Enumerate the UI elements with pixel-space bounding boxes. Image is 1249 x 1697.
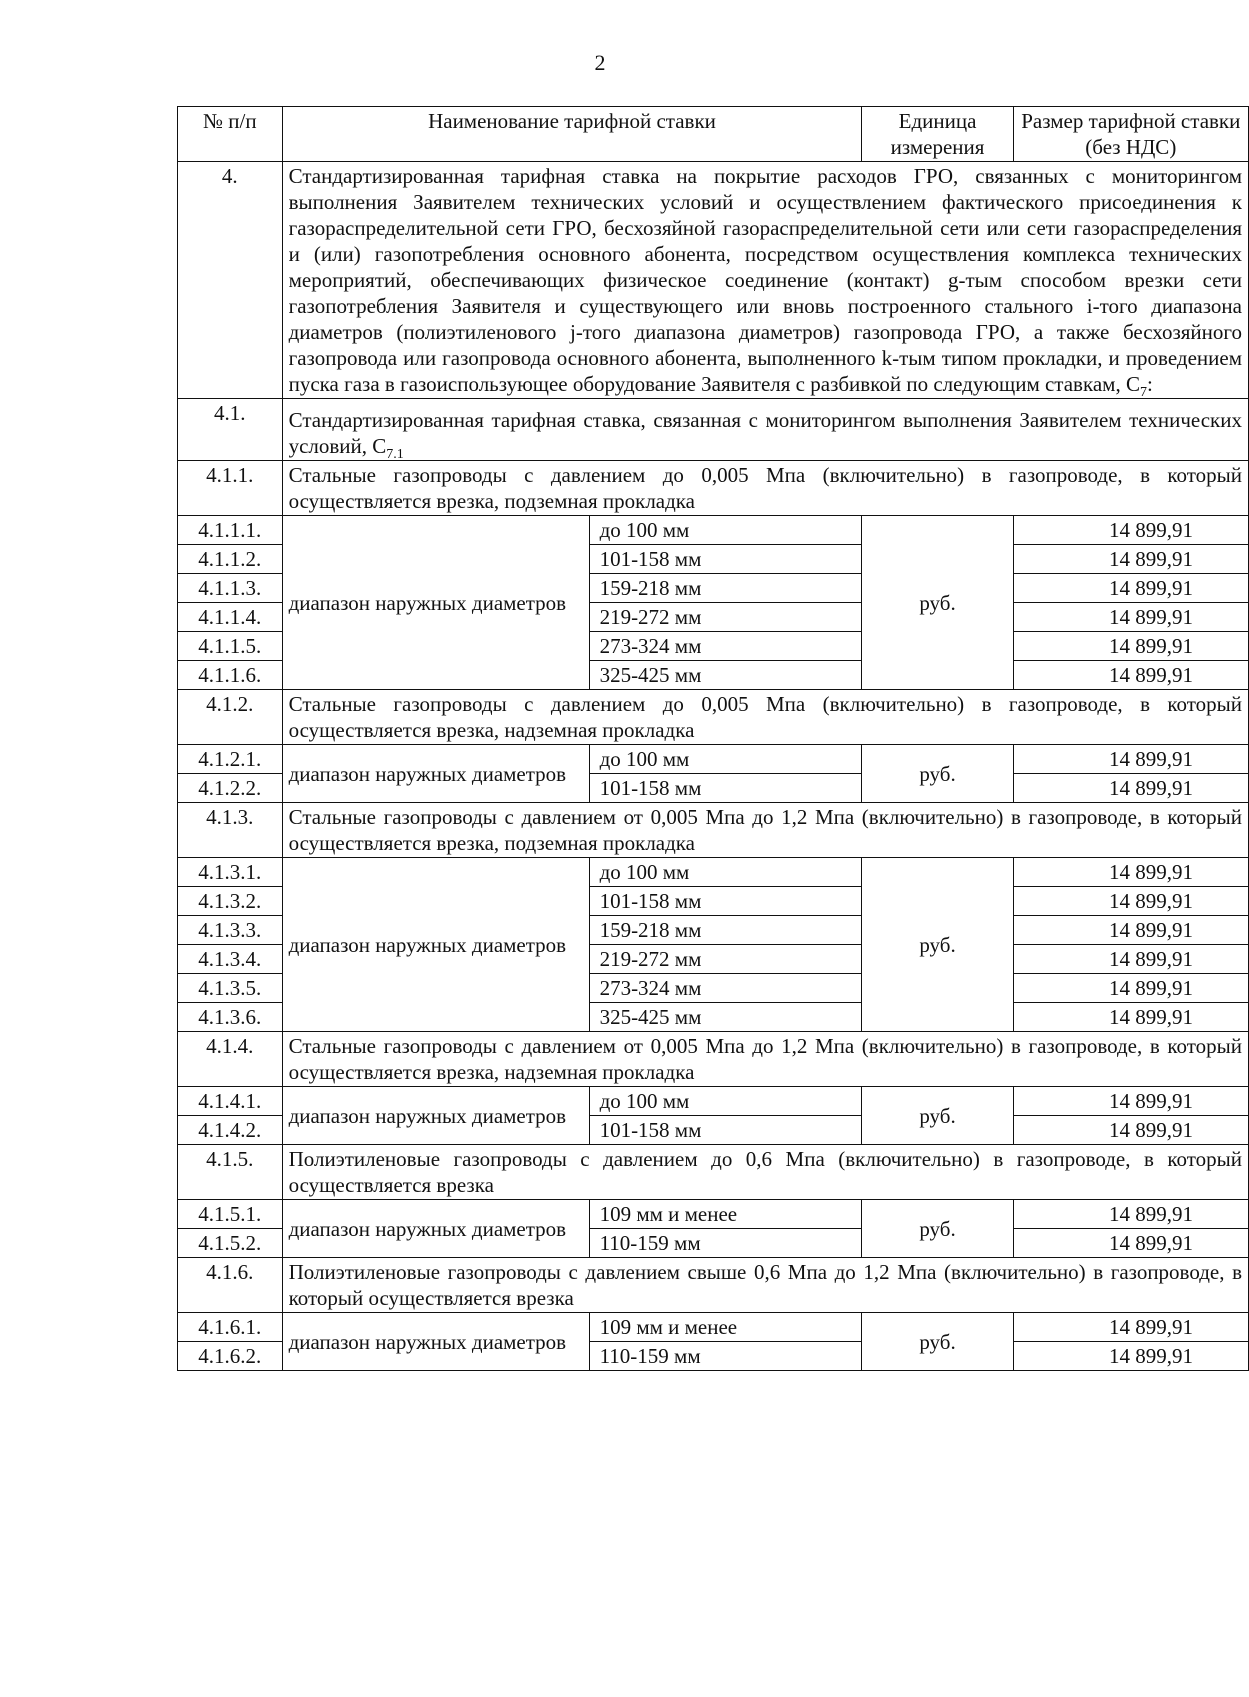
tariff-value: 14 899,91 (1013, 545, 1248, 574)
diameter-label: диапазон наружных диаметров (282, 745, 589, 803)
group-title: Стальные газопроводы с давлением до 0,005 Мпа (включительно) в газопроводе, в который осуществляется врезка, надземная прокладка (282, 690, 1248, 745)
diameter-range: 159-218 мм (589, 916, 862, 945)
table-row (178, 1313, 1249, 1342)
row-number: 4.1.3.4. (178, 945, 283, 974)
unit-cell: руб. (862, 1200, 1013, 1258)
diameter-range: 109 мм и менее (589, 1313, 862, 1342)
tariff-value: 14 899,91 (1013, 516, 1248, 545)
table-row (178, 1087, 1249, 1116)
row-number: 4.1. (178, 399, 283, 461)
row-number: 4.1.6. (178, 1258, 283, 1313)
row-number: 4.1.4. (178, 1032, 283, 1087)
tariff-value: 14 899,91 (1013, 745, 1248, 774)
diameter-label: диапазон наружных диаметров (282, 1313, 589, 1371)
row-number: 4.1.1.4. (178, 603, 283, 632)
row-number: 4.1.4.2. (178, 1116, 283, 1145)
row-number: 4.1.3.6. (178, 1003, 283, 1032)
group-title-row (178, 803, 1249, 858)
tariff-value: 14 899,91 (1013, 661, 1248, 690)
unit-cell: руб. (862, 1313, 1013, 1371)
tariff-value: 14 899,91 (1013, 974, 1248, 1003)
tariff-value: 14 899,91 (1013, 1342, 1248, 1371)
diameter-label: диапазон наружных диаметров (282, 1087, 589, 1145)
diameter-label: диапазон наружных диаметров (282, 1200, 589, 1258)
diameter-range: 109 мм и менее (589, 1200, 862, 1229)
row-number: 4.1.1.5. (178, 632, 283, 661)
row-number: 4.1.5.1. (178, 1200, 283, 1229)
tariff-value: 14 899,91 (1013, 574, 1248, 603)
diameter-range: 101-158 мм (589, 1116, 862, 1145)
row-number: 4.1.2. (178, 690, 283, 745)
page-number: 2 (594, 50, 606, 75)
row-number: 4.1.5. (178, 1145, 283, 1200)
tariff-value: 14 899,91 (1013, 858, 1248, 887)
group-title: Стальные газопроводы с давлением до 0,005 Мпа (включительно) в газопроводе, в который осуществляется врезка, подземная прокладка (282, 461, 1248, 516)
diameter-range: 219-272 мм (589, 603, 862, 632)
unit-cell: руб. (862, 858, 1013, 1032)
row-number: 4.1.3.3. (178, 916, 283, 945)
section-4-row (178, 162, 1249, 399)
diameter-label: диапазон наружных диаметров (282, 516, 589, 690)
group-title-row (178, 1032, 1249, 1087)
header-unit: Единица измерения (862, 107, 1013, 162)
diameter-range: до 100 мм (589, 858, 862, 887)
diameter-range: 325-425 мм (589, 1003, 862, 1032)
section-text: Стандартизированная тарифная ставка на покрытие расходов ГРО, связанных с мониторингом выполнения Заявителем технических условий и осуществлением фактического присоединения к газораспределительной сети ГРО, бесхозяйной газораспределительной сети или сети газораспределения и (или) газопотребления основного абонента, посредством осуществления комплекса технических мероприятий, обеспечивающих физическое соединение (контакт) g-тым способом врезки сети газопотребления Заявителя и существующего или вновь построенного стального i-того диапазона диаметров (полиэтиленового j-того диапазона диаметров) газопровода ГРО, а также бесхозяйного газопровода или газопровода основного абонента, выполненного k-тым типом прокладки, и проведением пуска газа в газоиспользующее оборудование Заявителя с разбивкой по следующим ставкам, С (288, 164, 1242, 396)
group-title-row (178, 461, 1249, 516)
group-title: Стальные газопроводы с давлением от 0,005 Мпа до 1,2 Мпа (включительно) в газопроводе, в который осуществляется врезка, надземная прокладка (282, 1032, 1248, 1087)
unit-cell: руб. (862, 516, 1013, 690)
section-suffix: : (1146, 372, 1153, 396)
diameter-range: 110-159 мм (589, 1342, 862, 1371)
section-4-1-row (178, 399, 1249, 461)
header-num: № п/п (178, 107, 283, 162)
row-number: 4.1.3. (178, 803, 283, 858)
row-number: 4.1.1.1. (178, 516, 283, 545)
group-title-row (178, 1145, 1249, 1200)
table-row (178, 1200, 1249, 1229)
header-size: Размер тарифной ставки (без НДС) (1013, 107, 1248, 162)
row-number: 4.1.3.5. (178, 974, 283, 1003)
table-row (178, 745, 1249, 774)
tariff-value: 14 899,91 (1013, 1087, 1248, 1116)
row-number: 4.1.1.2. (178, 545, 283, 574)
subscript: 7.1 (386, 447, 404, 463)
diameter-range: 219-272 мм (589, 945, 862, 974)
row-number: 4.1.3.1. (178, 858, 283, 887)
table-row (178, 858, 1249, 887)
row-number: 4.1.1.6. (178, 661, 283, 690)
tariff-value: 14 899,91 (1013, 1229, 1248, 1258)
diameter-range: 325-425 мм (589, 661, 862, 690)
tariff-value: 14 899,91 (1013, 774, 1248, 803)
diameter-label: диапазон наружных диаметров (282, 858, 589, 1032)
table-header-row (178, 107, 1249, 162)
diameter-range: 273-324 мм (589, 974, 862, 1003)
diameter-range: 110-159 мм (589, 1229, 862, 1258)
tariff-value: 14 899,91 (1013, 1200, 1248, 1229)
diameter-range: до 100 мм (589, 1087, 862, 1116)
tariff-value: 14 899,91 (1013, 603, 1248, 632)
row-number: 4. (178, 162, 283, 399)
group-title: Полиэтиленовые газопроводы с давлением свыше 0,6 Мпа до 1,2 Мпа (включительно) в газопроводе, в который осуществляется врезка (282, 1258, 1248, 1313)
group-title-row (178, 1258, 1249, 1313)
unit-cell: руб. (862, 745, 1013, 803)
tariff-value: 14 899,91 (1013, 945, 1248, 974)
diameter-range: до 100 мм (589, 516, 862, 545)
tariff-value: 14 899,91 (1013, 1116, 1248, 1145)
tariff-value: 14 899,91 (1013, 916, 1248, 945)
section-description (282, 399, 1248, 461)
row-number: 4.1.1.3. (178, 574, 283, 603)
section-description (282, 162, 1248, 399)
group-title: Стальные газопроводы с давлением от 0,005 Мпа до 1,2 Мпа (включительно) в газопроводе, в который осуществляется врезка, подземная прокладка (282, 803, 1248, 858)
tariff-value: 14 899,91 (1013, 887, 1248, 916)
row-number: 4.1.1. (178, 461, 283, 516)
row-number: 4.1.5.2. (178, 1229, 283, 1258)
subscript: 7 (1139, 385, 1147, 401)
row-number: 4.1.2.1. (178, 745, 283, 774)
diameter-range: 101-158 мм (589, 774, 862, 803)
row-number: 4.1.6.1. (178, 1313, 283, 1342)
diameter-range: 159-218 мм (589, 574, 862, 603)
unit-cell: руб. (862, 1087, 1013, 1145)
tariff-table (177, 106, 1249, 1371)
row-number: 4.1.6.2. (178, 1342, 283, 1371)
group-title-row (178, 690, 1249, 745)
tariff-value: 14 899,91 (1013, 1003, 1248, 1032)
diameter-range: до 100 мм (589, 745, 862, 774)
header-name: Наименование тарифной ставки (282, 107, 862, 162)
table-row (178, 516, 1249, 545)
diameter-range: 101-158 мм (589, 887, 862, 916)
row-number: 4.1.3.2. (178, 887, 283, 916)
group-title: Полиэтиленовые газопроводы с давлением до 0,6 Мпа (включительно) в газопроводе, в который осуществляется врезка (282, 1145, 1248, 1200)
tariff-value: 14 899,91 (1013, 1313, 1248, 1342)
diameter-range: 273-324 мм (589, 632, 862, 661)
row-number: 4.1.2.2. (178, 774, 283, 803)
section-text: Стандартизированная тарифная ставка, связанная с мониторингом выполнения Заявителем технических условий, С (288, 408, 1242, 458)
diameter-range: 101-158 мм (589, 545, 862, 574)
tariff-value: 14 899,91 (1013, 632, 1248, 661)
row-number: 4.1.4.1. (178, 1087, 283, 1116)
